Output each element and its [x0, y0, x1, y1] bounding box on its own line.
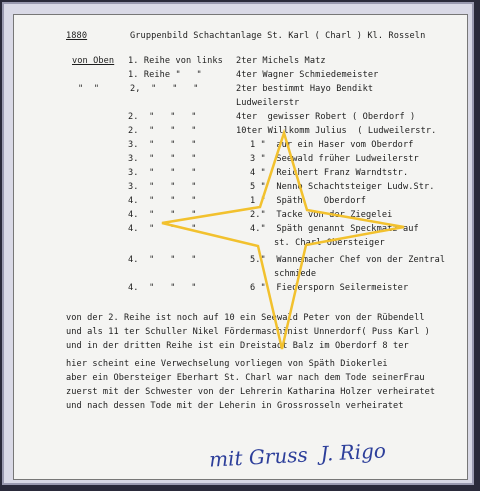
paragraph-line: hier scheint eine Verwechselung vorliegen von Späth Diokerlei: [66, 359, 388, 369]
table-cell: 4ter Wagner Schmiedemeister: [236, 70, 379, 80]
table-cell: von Oben: [72, 56, 115, 66]
table-cell: 4. " " ": [128, 210, 197, 220]
document-page: [13, 14, 468, 480]
paragraph-line: und als 11 ter Schuller Nikel Fördermaschinist Unnerdorf( Puss Karl ): [66, 327, 430, 337]
paragraph-line: von der 2. Reihe ist noch auf 10 ein Seewald Peter von der Rübendell: [66, 313, 425, 323]
table-cell: 4." Späth genannt Speckmatz auf: [250, 224, 419, 234]
table-cell: 4. " " ": [128, 224, 197, 234]
table-cell: 5." Wannemacher Chef von der Zentral: [250, 255, 446, 265]
table-cell: 1 " aur ein Haser vom Oberdorf: [250, 140, 414, 150]
paragraph-line: und in der dritten Reihe ist ein Dreistadt Balz im Oberdorf 8 ter: [66, 341, 409, 351]
table-cell: 5 " Nenno Schachtsteiger Ludw.Str.: [250, 182, 435, 192]
table-cell: 1 " Späth Oberdorf: [250, 196, 367, 206]
table-cell: 10ter Willkomm Julius ( Ludweilerstr.: [236, 126, 437, 136]
table-cell: 2. " " ": [128, 126, 197, 136]
table-cell: 2ter bestimmt Hayo Bendikt: [236, 84, 374, 94]
header-year: 1880: [66, 31, 88, 41]
table-cell: " ": [78, 84, 100, 94]
handwritten-signature: mit Gruss J. Rigo: [208, 438, 387, 472]
table-cell: 3. " " ": [128, 168, 197, 178]
table-cell: 4. " " ": [128, 196, 197, 206]
table-cell: 1. Reihe von links: [128, 56, 223, 66]
image-frame: [2, 2, 474, 485]
paragraph-line: aber ein Obersteiger Eberhart St. Charl war nach dem Tode seinerFrau: [66, 373, 425, 383]
table-cell: 2ter Michels Matz: [236, 56, 326, 66]
table-cell: Ludweilerstr: [236, 98, 300, 108]
star-highlight-icon: [14, 15, 468, 480]
table-cell: 3. " " ": [128, 154, 197, 164]
table-cell: 2, " " ": [130, 84, 199, 94]
paragraph-line: zuerst mit der Schwester von der Lehrerin Katharina Holzer verheiratet: [66, 387, 436, 397]
table-cell: 3. " " ": [128, 182, 197, 192]
table-cell: 6 " Fiedersporn Seilermeister: [250, 283, 409, 293]
document-title: Gruppenbild Schachtanlage St. Karl ( Charl ) Kl. Rosseln: [130, 31, 426, 41]
table-cell: 3. " " ": [128, 140, 197, 150]
paragraph-line: und nach dessen Tode mit der Leherin in Grossrosseln verheiratet: [66, 401, 404, 411]
table-cell: 2. " " ": [128, 112, 197, 122]
table-cell: st. Charl Obersteiger: [274, 238, 385, 248]
table-cell: 2." Tacke von der Ziegelei: [250, 210, 393, 220]
table-cell: 1. Reihe " ": [128, 70, 202, 80]
table-cell: 4. " " ": [128, 283, 197, 293]
table-cell: 4 " Reichert Franz Warndtstr.: [250, 168, 409, 178]
table-cell: 4. " " ": [128, 255, 197, 265]
table-cell: schmiede: [274, 269, 317, 279]
table-cell: 4ter gewisser Robert ( Oberdorf ): [236, 112, 416, 122]
table-cell: 3 " Seewald früher Ludweilerstr: [250, 154, 419, 164]
